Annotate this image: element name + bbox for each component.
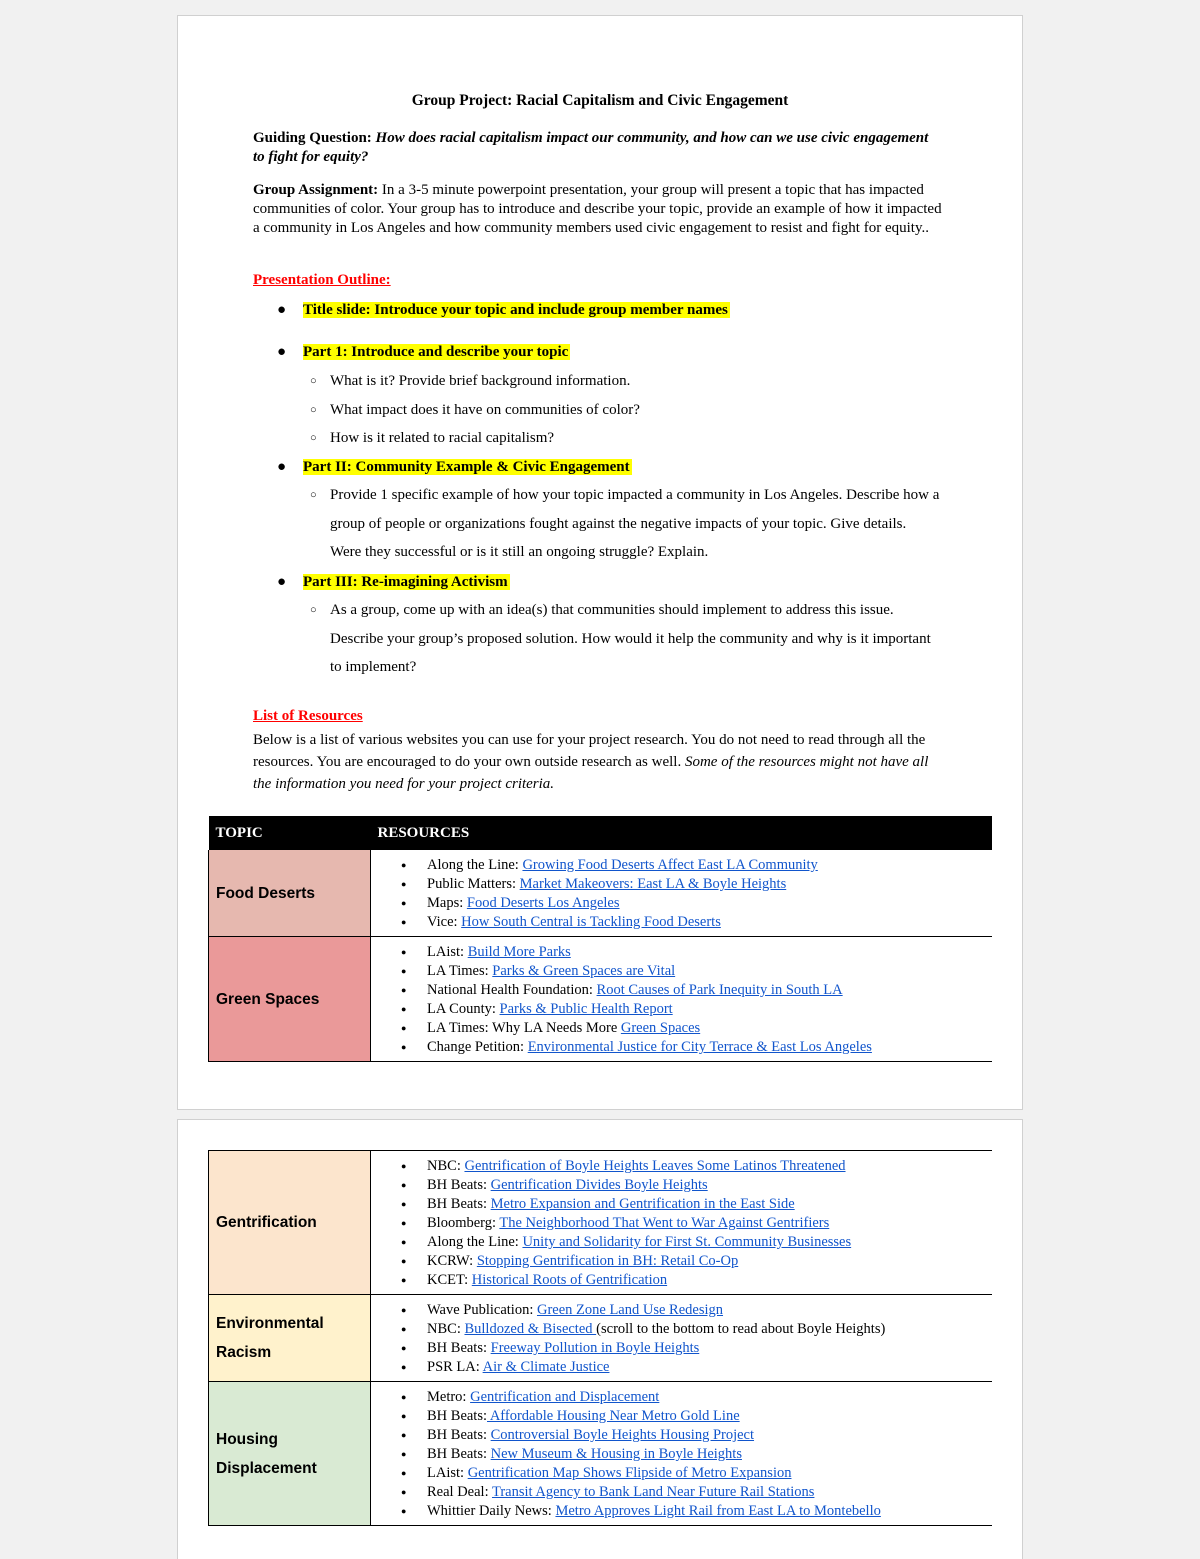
resource-source: Change Petition: — [427, 1039, 528, 1055]
resource-item — [401, 875, 992, 894]
table-row-green-spaces — [209, 937, 993, 1062]
resource-item — [401, 1214, 992, 1233]
resource-item — [401, 1000, 992, 1019]
resource-item — [401, 1301, 992, 1320]
resource-item — [401, 1426, 992, 1445]
resource-source: NBC: — [427, 1158, 465, 1174]
resource-list — [371, 1151, 992, 1294]
resource-item — [401, 943, 992, 962]
resource-link[interactable]: Green Zone Land Use Redesign — [536, 1302, 724, 1318]
topic-cell: Environmental Racism — [209, 1295, 371, 1382]
resource-source: LAist: — [427, 944, 468, 960]
resource-source: BH Beats: — [427, 1196, 491, 1212]
resources-cell — [371, 1295, 993, 1382]
topic-cell: Food Deserts — [209, 850, 371, 937]
resource-item — [401, 856, 992, 875]
resource-source: Wave Publication: — [427, 1302, 537, 1318]
resource-source: LA Times: — [427, 963, 493, 979]
resource-list — [371, 937, 992, 1061]
resources-column-header: RESOURCES — [371, 816, 993, 850]
resource-source: LAist: — [427, 1465, 468, 1481]
resource-link[interactable]: Air & Climate Justice — [482, 1359, 610, 1375]
resource-link[interactable]: Growing Food Deserts Affect East LA Community — [522, 857, 818, 873]
resources-table-continued — [208, 1150, 992, 1526]
resource-item — [401, 1464, 992, 1483]
outline-sub-item: ○ What impact does it have on communities of color? — [310, 401, 640, 418]
resource-source: BH Beats: — [427, 1408, 488, 1424]
outline-bullet: ● Part 1: Introduce and describe your topic — [277, 344, 569, 360]
resource-item — [401, 962, 992, 981]
resource-link[interactable]: New Museum & Housing in Boyle Heights — [490, 1446, 742, 1462]
outline-sub-item: ○ As a group, come up with an idea(s) that communities should implement to address this issue. Describe your group’s proposed solution. How would it help the community and why is it important to implement? — [310, 602, 931, 676]
group-assignment-text: In a 3-5 minute powerpoint presentation, your group will present a topic that has impacted communities of color. Your group has to introduce and describe your topic, provide an example of how it impacted a community in Los Angeles and how community members used civic engagement to resist and fight for equity.. — [253, 182, 942, 236]
list-of-resources-heading: List of Resources — [253, 708, 363, 724]
group-assignment-label: Group Assignment: — [253, 182, 379, 198]
resource-note: (scroll to the bottom to read about Boyle Heights) — [596, 1321, 886, 1337]
outline-bullet: ● Part III: Re-imagining Activism — [277, 574, 508, 590]
resource-item — [401, 1407, 992, 1426]
resource-item — [401, 1195, 992, 1214]
resource-source: BH Beats: — [427, 1177, 491, 1193]
resource-link[interactable]: Parks & Public Health Report — [499, 1001, 673, 1017]
outline-bullet: ● Part II: Community Example & Civic Engagement — [277, 459, 630, 475]
resource-list — [371, 1382, 992, 1525]
resource-link[interactable]: Transit Agency to Bank Land Near Future Rail Stations — [491, 1484, 815, 1500]
table-row-food-deserts — [209, 850, 993, 937]
outline-sub-item: ○ What is it? Provide brief background information. — [310, 373, 631, 389]
resource-list — [371, 1295, 992, 1381]
resource-link[interactable]: Environmental Justice for City Terrace & East Los Angeles — [527, 1039, 872, 1055]
resources-cell — [371, 937, 993, 1062]
resource-source: National Health Foundation: — [427, 982, 597, 998]
resource-link[interactable]: Affordable Housing Near Metro Gold Line — [487, 1408, 740, 1424]
resource-item — [401, 1157, 992, 1176]
document-page-1 — [177, 15, 1023, 1110]
resource-source: Whittier Daily News: — [427, 1503, 556, 1519]
resource-item — [401, 1176, 992, 1195]
resource-link[interactable]: Gentrification Divides Boyle Heights — [490, 1177, 708, 1193]
resource-link[interactable]: Green Spaces — [620, 1020, 701, 1036]
table-row-housing-displacement — [209, 1382, 993, 1526]
resource-link[interactable]: Gentrification and Displacement — [470, 1389, 660, 1405]
resource-link[interactable]: The Neighborhood That Went to War Against Gentrifiers — [499, 1215, 830, 1231]
document-page-2 — [177, 1119, 1023, 1559]
resource-link[interactable]: Historical Roots of Gentrification — [471, 1272, 668, 1288]
resource-item — [401, 1339, 992, 1358]
resource-source: NBC: — [427, 1321, 465, 1337]
resource-link[interactable]: How South Central is Tackling Food Deserts — [461, 914, 721, 930]
resources-intro: Below is a list of various websites you can use for your project research. You do not need to read through all the resources. You are encouraged to do your own outside research as well. Some of the resources might not have all the information you need for your project criteria. — [253, 732, 929, 792]
resource-source: Bloomberg: — [427, 1215, 500, 1231]
resource-item — [401, 1445, 992, 1464]
resource-source: Public Matters: — [427, 876, 520, 892]
resources-table — [208, 816, 992, 1062]
table-row-environmental-racism — [209, 1295, 993, 1382]
resource-source: LA Times: Why LA Needs More — [427, 1020, 621, 1036]
resource-item — [401, 1233, 992, 1252]
resource-link[interactable]: Metro Expansion and Gentrification in the East Side — [490, 1196, 795, 1212]
topic-cell: Green Spaces — [209, 937, 371, 1062]
resource-source: Along the Line: — [427, 1234, 523, 1250]
resource-item — [401, 1019, 992, 1038]
resource-item — [401, 1252, 992, 1271]
resource-source: Maps: — [427, 895, 467, 911]
resource-link[interactable]: Build More Parks — [467, 944, 571, 960]
outline-sub-item: ○ Provide 1 specific example of how your topic impacted a community in Los Angeles. Describe how a group of people or organizations fought against the negative impacts of your topic. Give details. Were they successful or is it still an ongoing struggle? Explain. — [310, 487, 940, 561]
resource-link[interactable]: Root Causes of Park Inequity in South LA — [596, 982, 843, 998]
topic-cell: Gentrification — [209, 1151, 371, 1295]
resource-list — [371, 850, 992, 936]
resource-item — [401, 1483, 992, 1502]
resource-item — [401, 913, 992, 932]
resource-link[interactable]: Metro Approves Light Rail from East LA to Montebello — [555, 1503, 881, 1519]
resource-source: Real Deal: — [427, 1484, 492, 1500]
resources-cell — [371, 1151, 993, 1295]
resource-link[interactable]: Gentrification of Boyle Heights Leaves Some Latinos Threatened — [464, 1158, 846, 1174]
guiding-question — [253, 129, 943, 167]
resource-link[interactable]: Gentrification Map Shows Flipside of Metro Expansion — [467, 1465, 792, 1481]
resource-item — [401, 1038, 992, 1057]
resource-item — [401, 1271, 992, 1290]
guiding-question-label: Guiding Question: — [253, 130, 372, 146]
resources-cell — [371, 1382, 993, 1526]
outline-sub-item: ○ How is it related to racial capitalism? — [310, 430, 555, 447]
resource-item — [401, 1502, 992, 1521]
group-assignment — [253, 181, 943, 238]
resource-link[interactable]: Stopping Gentrification in BH: Retail Co-Op — [476, 1253, 739, 1269]
resource-source: Vice: — [427, 914, 462, 930]
resource-item — [401, 981, 992, 1000]
resource-item — [401, 894, 992, 913]
resource-link[interactable]: Parks & Green Spaces are Vital — [492, 963, 676, 979]
resource-item — [401, 1358, 992, 1377]
resource-item — [401, 1320, 992, 1339]
table-row-gentrification — [209, 1151, 993, 1295]
resource-source: BH Beats: — [427, 1427, 491, 1443]
resource-link[interactable]: Bulldozed & Bisected — [464, 1321, 597, 1337]
guiding-question-text: How does racial capitalism impact our community, and how can we use civic engagement to fight for equity? — [253, 130, 929, 165]
resource-source: LA County: — [427, 1001, 500, 1017]
resource-link[interactable]: Freeway Pollution in Boyle Heights — [490, 1340, 700, 1356]
presentation-outline-heading: Presentation Outline: — [253, 272, 391, 288]
resource-link[interactable]: Market Makeovers: East LA & Boyle Heights — [519, 876, 787, 892]
resource-source: KCET: — [427, 1272, 472, 1288]
resource-source: KCRW: — [427, 1253, 477, 1269]
resource-source: BH Beats: — [427, 1446, 491, 1462]
resource-link[interactable]: Food Deserts Los Angeles — [466, 895, 620, 911]
resource-source: Metro: — [427, 1389, 471, 1405]
resource-link[interactable]: Unity and Solidarity for First St. Community Businesses — [522, 1234, 852, 1250]
topic-column-header: TOPIC — [209, 816, 371, 850]
resource-source: PSR LA: — [427, 1359, 483, 1375]
resource-source: BH Beats: — [427, 1340, 491, 1356]
resources-cell — [371, 850, 993, 937]
outline-bullet: ● Title slide: Introduce your topic and include group member names — [277, 302, 728, 318]
document-title: Group Project: Racial Capitalism and Civic Engagement — [411, 92, 789, 109]
resource-item — [401, 1388, 992, 1407]
topic-cell: Housing Displacement — [209, 1382, 371, 1526]
resource-source: Along the Line: — [427, 857, 523, 873]
resource-link[interactable]: Controversial Boyle Heights Housing Project — [490, 1427, 755, 1443]
